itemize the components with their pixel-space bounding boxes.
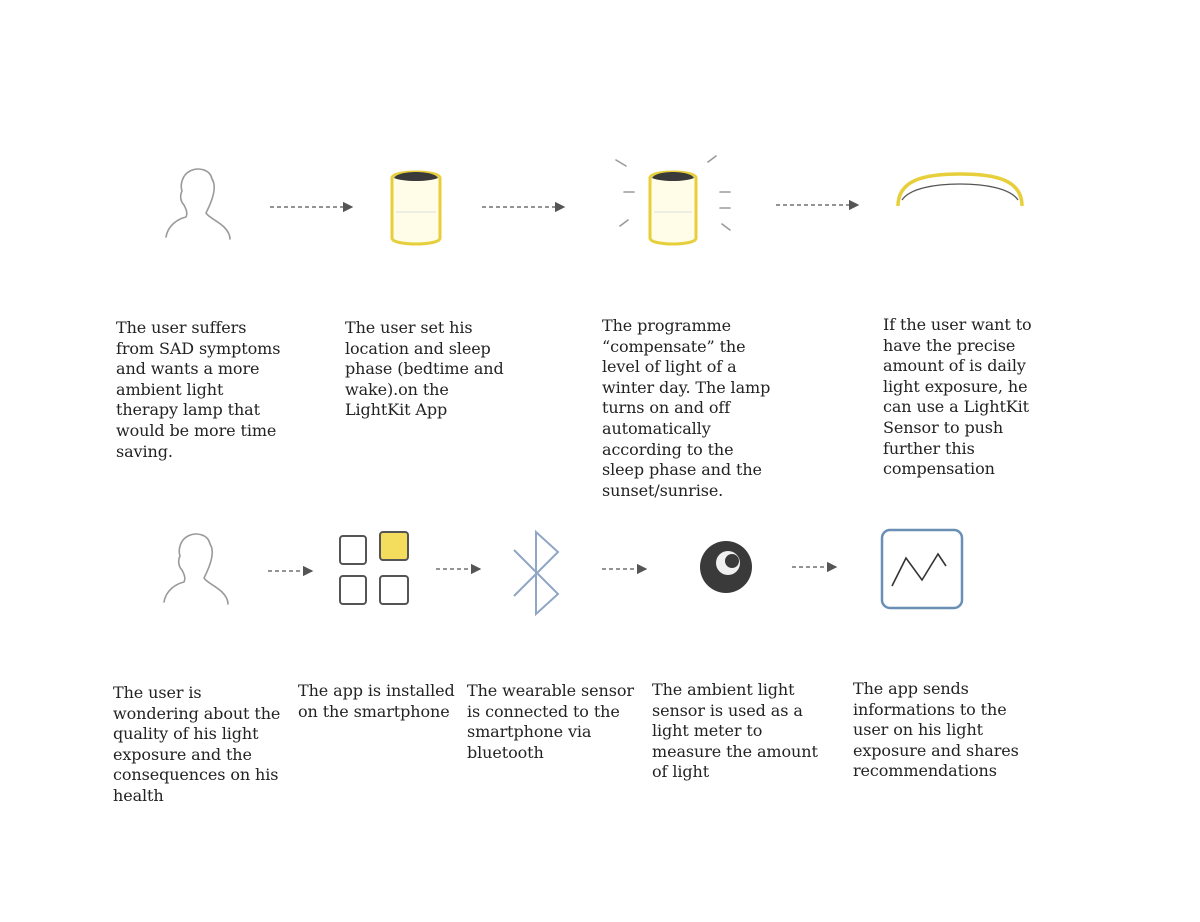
graph-screen-icon bbox=[882, 530, 962, 608]
step-caption-9: The app sends informations to the user on his light exposure and shares recommendations bbox=[853, 679, 1019, 781]
lamp-glowing-icon bbox=[616, 156, 730, 244]
step-caption-8: The ambient light sensor is used as a light meter to measure the amount of light bbox=[652, 680, 818, 782]
app-grid-icon bbox=[340, 532, 408, 604]
light-sensor-icon bbox=[700, 541, 752, 593]
step-caption-4: If the user want to have the precise amount of is daily light exposure, he can use a LightKit Sensor to push further this compensation bbox=[883, 315, 1032, 479]
bluetooth-icon bbox=[514, 532, 558, 614]
step-caption-6: The app is installed on the smartphone bbox=[298, 681, 455, 721]
wearable-sensor-icon bbox=[898, 174, 1022, 206]
step-caption-2: The user set his location and sleep phase (bedtime and wake).on the LightKit App bbox=[345, 318, 504, 420]
user-silhouette-icon bbox=[166, 169, 230, 239]
step-caption-1: The user suffers from SAD symptoms and wants a more ambient light therapy lamp that would be more time saving. bbox=[116, 318, 281, 461]
lamp-icon bbox=[392, 172, 440, 244]
step-caption-3: The programme “compensate” the level of light of a winter day. The lamp turns on and off automatically according to the sleep phase and the sunset/sunrise. bbox=[602, 316, 771, 500]
step-caption-5: The user is wondering about the quality of his light exposure and the consequences on his health bbox=[113, 683, 281, 805]
step-caption-7: The wearable sensor is connected to the smartphone via bluetooth bbox=[467, 681, 634, 762]
user-silhouette-icon bbox=[164, 534, 228, 604]
